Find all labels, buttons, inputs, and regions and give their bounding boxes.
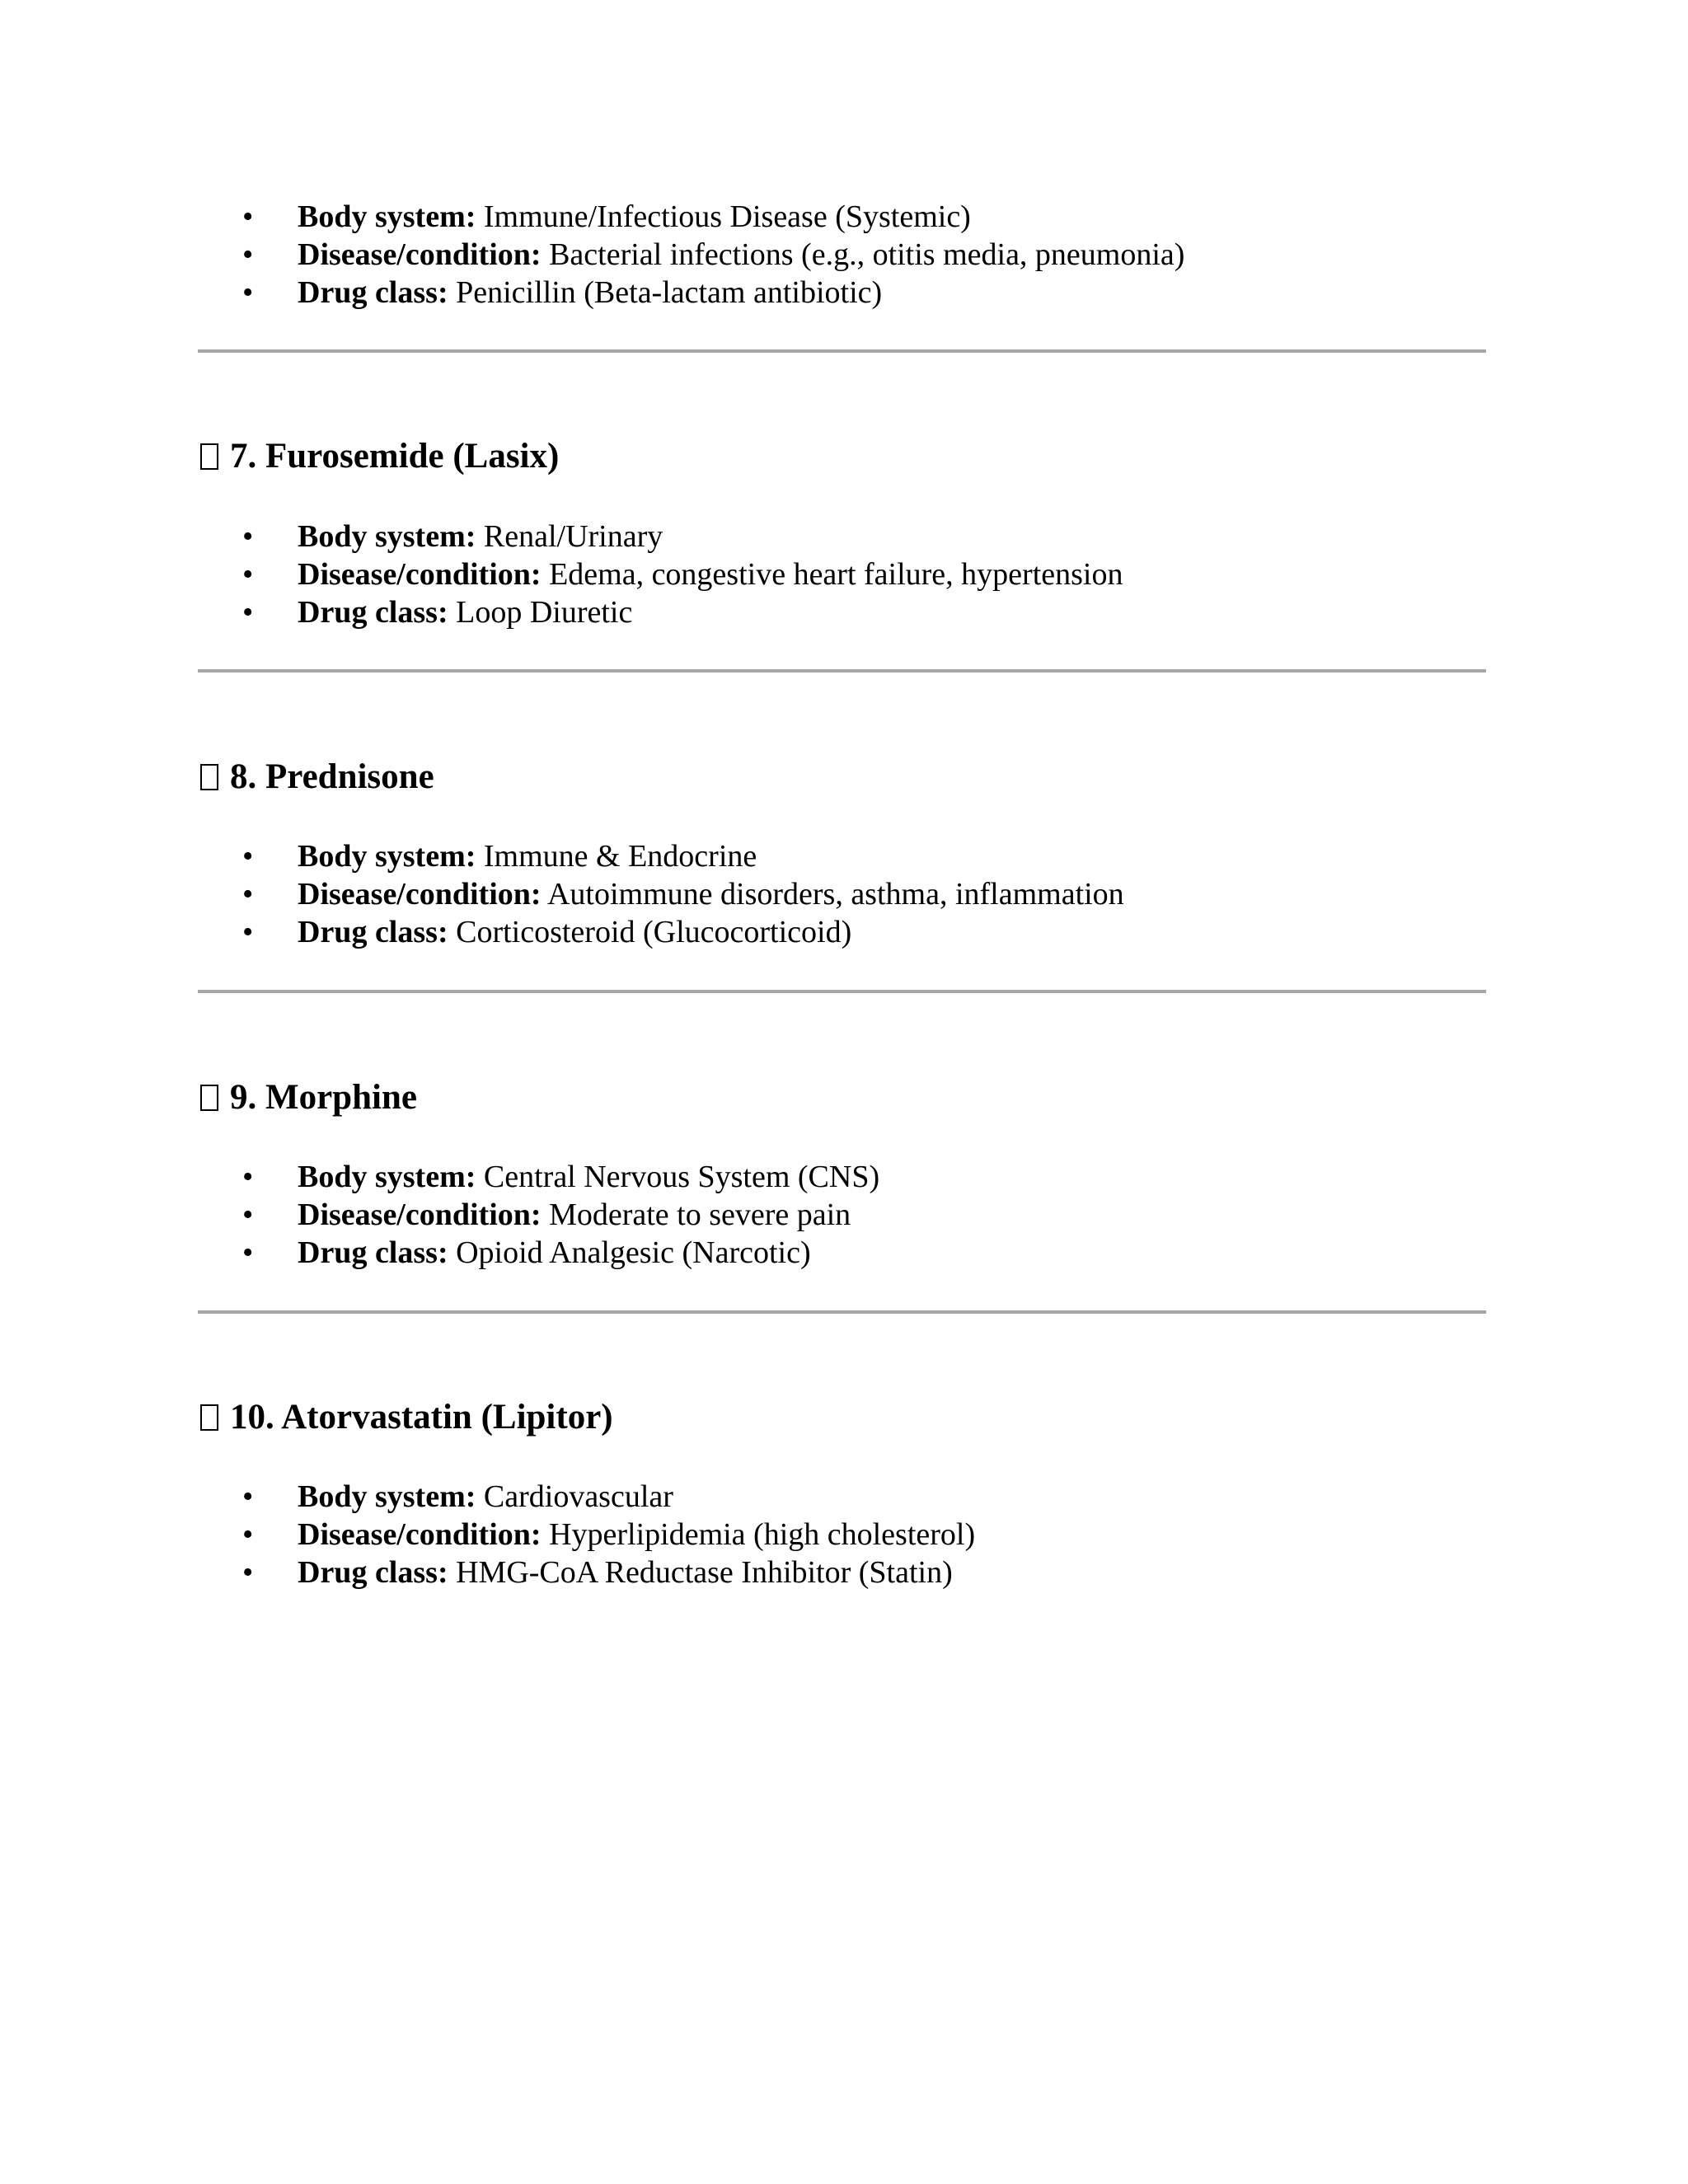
section-divider	[198, 669, 1486, 673]
section-divider	[198, 990, 1486, 993]
body-system-value: Immune & Endocrine	[483, 839, 757, 874]
condition-label: Disease/condition:	[298, 877, 542, 912]
bullet-icon: •	[242, 595, 254, 630]
drug-class-value: Loop Diuretic	[456, 595, 633, 630]
bullet-icon: •	[242, 1197, 254, 1232]
body-system-value: Cardiovascular	[483, 1479, 673, 1514]
bullet-icon: •	[242, 557, 254, 592]
condition-value: Moderate to severe pain	[549, 1197, 851, 1232]
drug-9-heading: 9. Morphine	[200, 1075, 417, 1121]
missing-glyph-icon	[200, 443, 218, 470]
bullet-icon: •	[242, 1479, 254, 1514]
condition-label: Disease/condition:	[298, 1197, 542, 1232]
condition-value: Edema, congestive heart failure, hypertension	[549, 557, 1123, 592]
drug-class-label: Drug class:	[298, 275, 448, 310]
drug-class-value: Corticosteroid (Glucocorticoid)	[456, 915, 852, 949]
condition-label: Disease/condition:	[298, 1517, 542, 1552]
bullet-icon: •	[242, 1235, 254, 1270]
condition-value: Hyperlipidemia (high cholesterol)	[549, 1517, 976, 1552]
body-system-value: Renal/Urinary	[483, 519, 663, 554]
condition-label: Disease/condition:	[298, 557, 542, 592]
bullet-icon: •	[242, 1517, 254, 1552]
drug-class-value: Penicillin (Beta-lactam antibiotic)	[456, 275, 883, 310]
bullet-icon: •	[242, 275, 254, 310]
drug-class-value: HMG-CoA Reductase Inhibitor (Statin)	[456, 1555, 953, 1590]
drug-class-label: Drug class:	[298, 915, 448, 949]
body-system-label: Body system:	[298, 519, 476, 554]
bullet-icon: •	[242, 839, 254, 874]
missing-glyph-icon	[200, 1404, 218, 1431]
drug-class-value: Opioid Analgesic (Narcotic)	[456, 1235, 811, 1270]
section-divider	[198, 349, 1486, 353]
bullet-icon: •	[242, 877, 254, 912]
body-system-label: Body system:	[298, 1160, 476, 1194]
bullet-icon: •	[242, 915, 254, 949]
condition-value: Bacterial infections (e.g., otitis media, pneumonia)	[549, 237, 1185, 272]
body-system-value: Central Nervous System (CNS)	[483, 1160, 880, 1194]
drug-class-label: Drug class:	[298, 1235, 448, 1270]
body-system-label: Body system:	[298, 839, 476, 874]
missing-glyph-icon	[200, 764, 218, 790]
body-system-value: Immune/Infectious Disease (Systemic)	[483, 199, 971, 234]
condition-value: Autoimmune disorders, asthma, inflammation	[546, 877, 1124, 912]
body-system-label: Body system:	[298, 199, 476, 234]
bullet-icon: •	[242, 1160, 254, 1194]
drug-7-heading: 7. Furosemide (Lasix)	[200, 434, 559, 480]
drug-class-label: Drug class:	[298, 1555, 448, 1590]
bullet-icon: •	[242, 199, 254, 234]
bullet-icon: •	[242, 237, 254, 272]
drug-8-heading: 8. Prednisone	[200, 754, 434, 800]
missing-glyph-icon	[200, 1085, 218, 1111]
body-system-label: Body system:	[298, 1479, 476, 1514]
drug-10-heading: 10. Atorvastatin (Lipitor)	[200, 1394, 613, 1441]
drug-class-label: Drug class:	[298, 595, 448, 630]
section-divider	[198, 1310, 1486, 1314]
bullet-icon: •	[242, 1555, 254, 1590]
condition-label: Disease/condition:	[298, 237, 542, 272]
bullet-icon: •	[242, 519, 254, 554]
